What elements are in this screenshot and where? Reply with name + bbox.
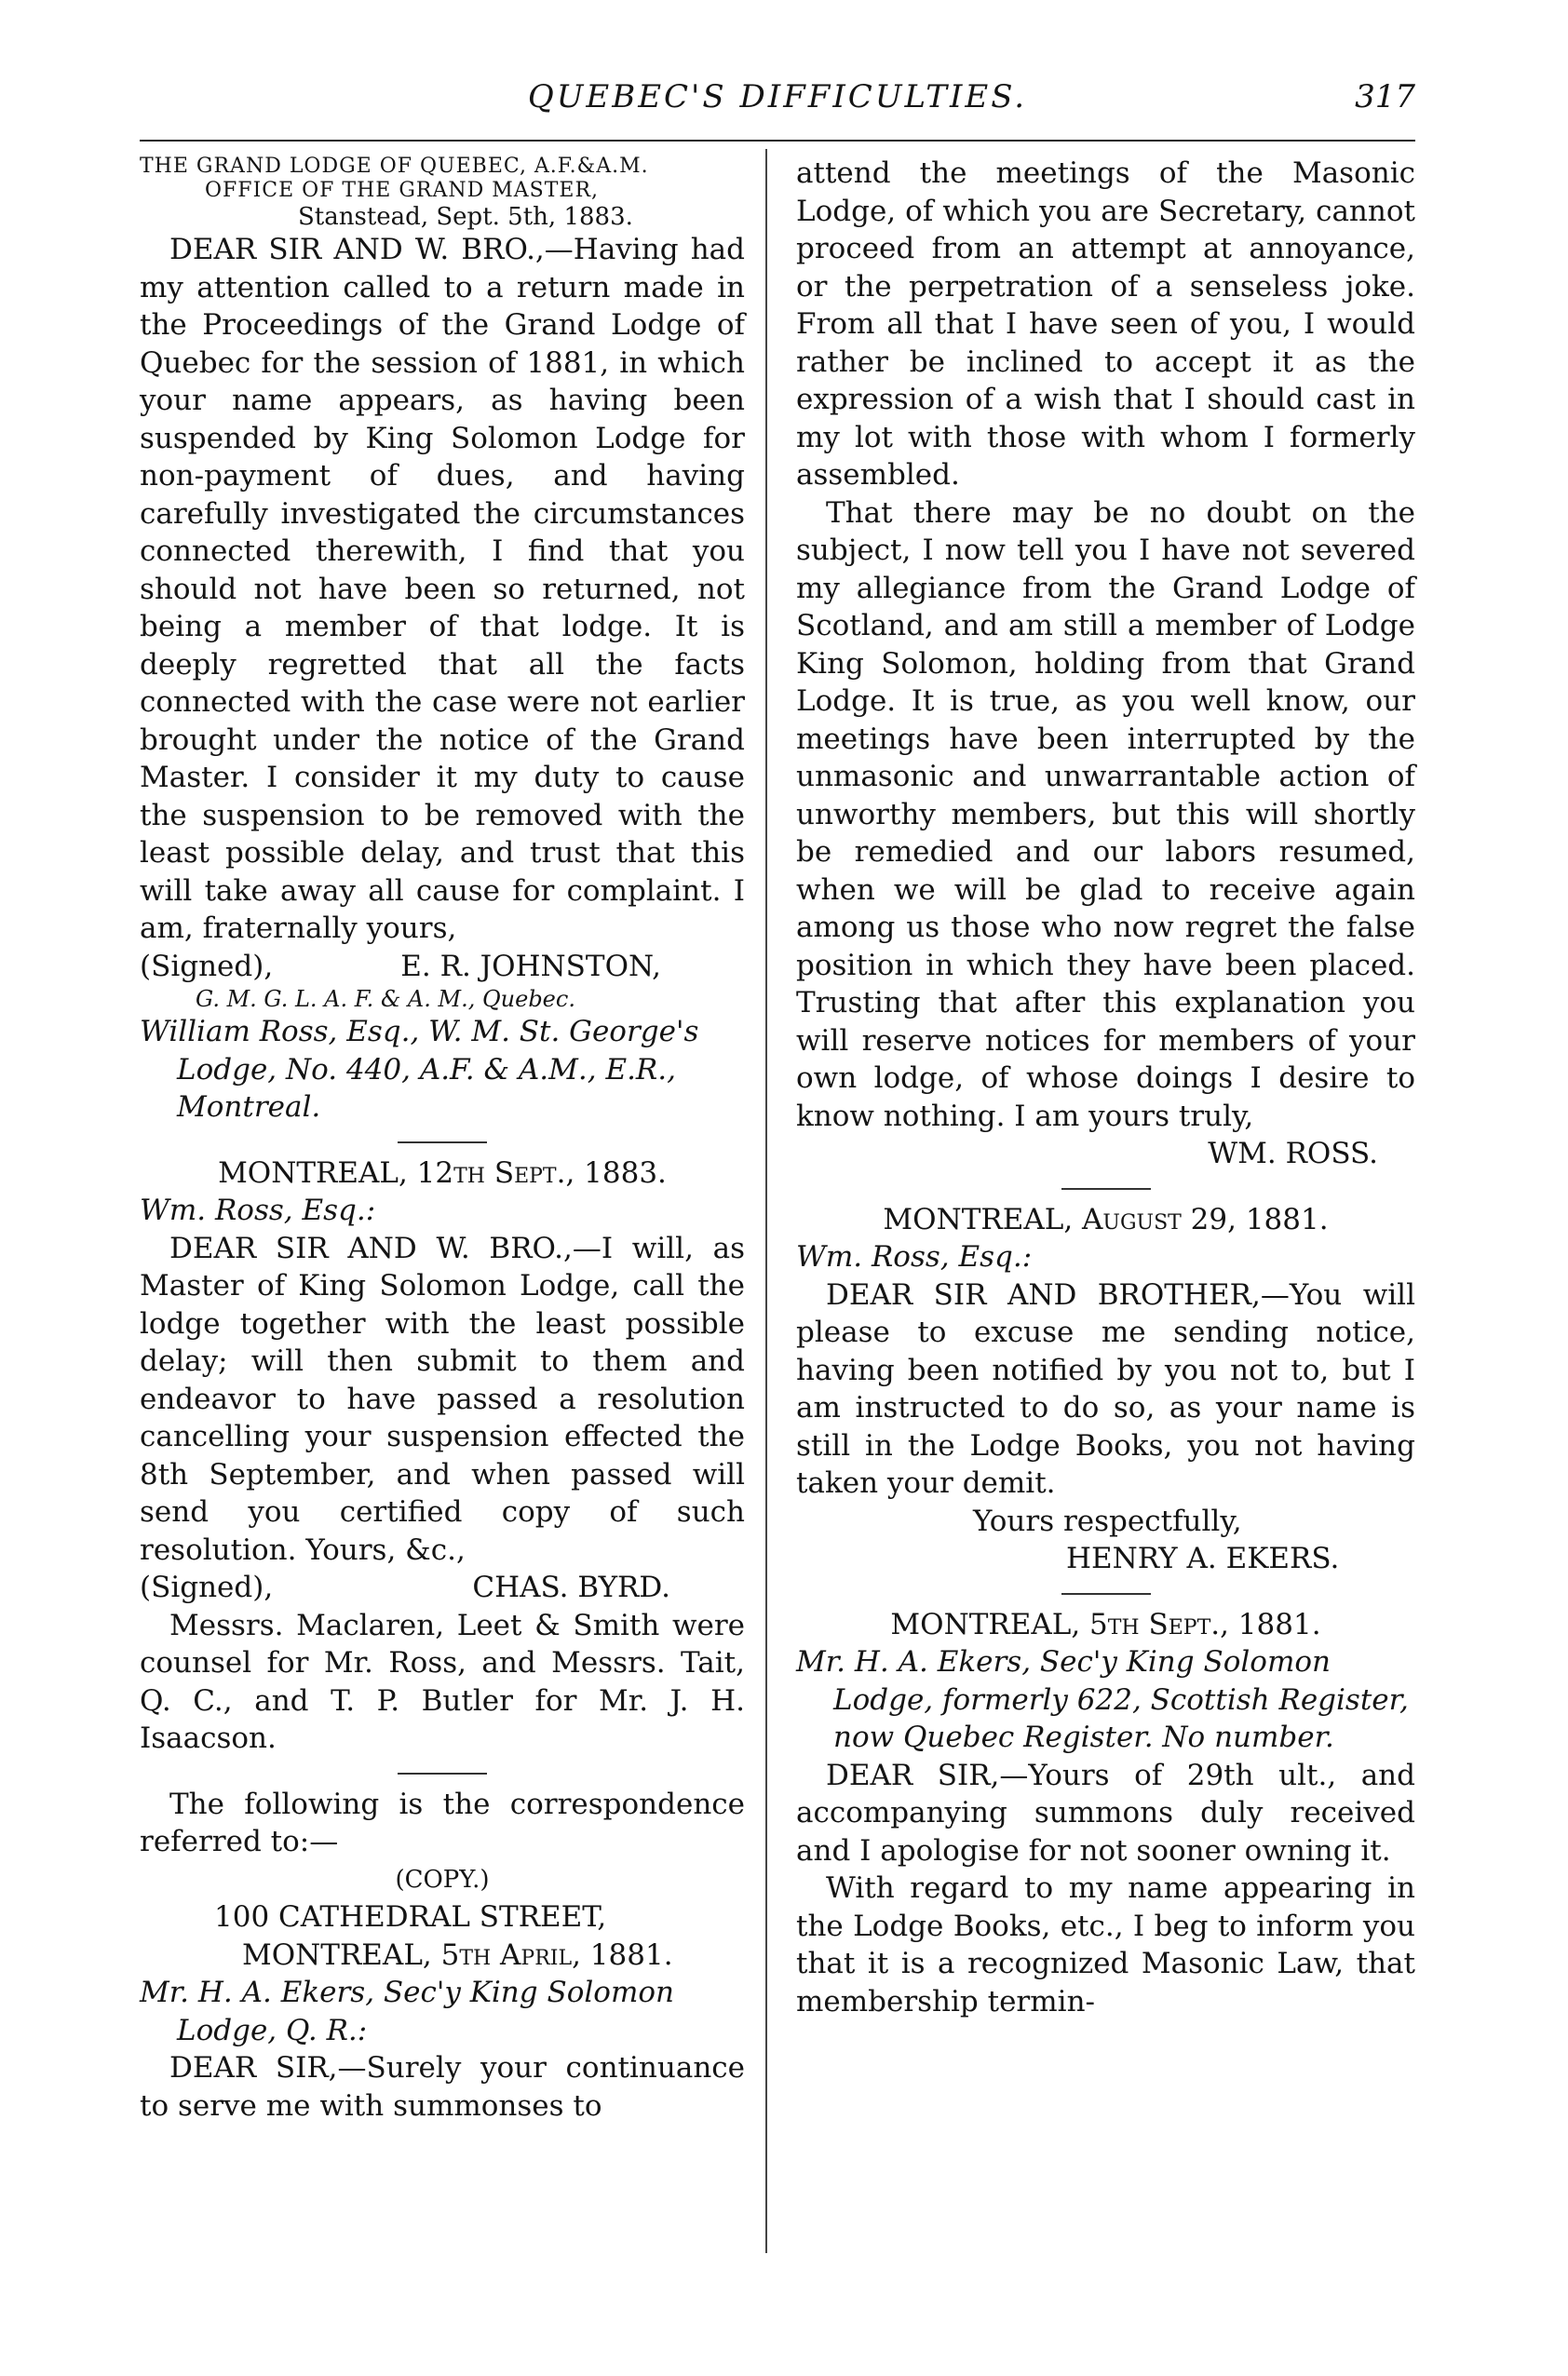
header-rule <box>140 140 1415 142</box>
salutation: DEAR SIR,— <box>826 1758 1029 1792</box>
letter-ross-copy <box>140 1786 745 2126</box>
salutation: DEAR SIR,— <box>169 2051 367 2085</box>
salutation: DEAR SIR AND BROTHER,— <box>826 1277 1290 1312</box>
letter-body <box>140 1230 745 1570</box>
address-line-1: 100 CATHEDRAL STREET, <box>214 1900 607 1934</box>
section-rule <box>398 1773 487 1775</box>
letter-body-2: That there may be no doubt on the subject, I now tell you I have not severed my allegiance from the Grand Lodge of Scotland, and am still a member of Lodge King Solomon, holding from that Grand Lodge. It is true, as you well know, our meetings have been interrupted by the unmasonic and unwarrantable action of unworthy members, but this will shortly be remedied and our labors resumed, when we will be glad to receive again among us those who now regret the false position in which they have been placed. Trusting that after this explanation you will reserve notices for members of your own lodge, of whose doings I desire to know nothing. I am yours truly, <box>796 495 1415 1133</box>
signed-label: (Signed), <box>140 1571 274 1604</box>
letter-ekers <box>796 1201 1415 1578</box>
signatory-title: G. M. G. L. A. F. & A. M., Quebec. <box>196 986 575 1012</box>
salutation: DEAR SIR AND W. BRO.,— <box>169 233 574 266</box>
dateline: MONTREAL, 5th Sept., 1881. <box>890 1607 1321 1641</box>
letter-body: attend the meetings of the Masonic Lodge, of which you are Secretary, cannot proceed from an attempt at annoyance, or the perpetration of a senseless joke. From all that I have seen of you, I would rather be inclined to accept it as the expression of a wish that I should cast in my lot with those with whom I formerly assembled. <box>796 156 1415 492</box>
addressee: Wm. Ross, Esq.: <box>140 1194 376 1227</box>
letter-body-2: With regard to my name appearing in the Lodge Books, etc., I beg to inform you that it is a recognized Masonic Law, that membership termin- <box>796 1871 1415 2018</box>
counsel-note: Messrs. Maclaren, Leet & Smith were counsel for Mr. Ross, and Messrs. Tait, Q. C., and T. P. Butler for Mr. J. H. Isaacson. <box>140 1608 745 1755</box>
column-divider <box>765 149 767 2253</box>
addressee: Mr. H. A. Ekers, Sec'y King Solomon Lodge, formerly 622, Scottish Register, now Quebec Register. No number. <box>796 1645 1409 1754</box>
signatory-name: E. R. JOHNSTON, <box>400 949 661 983</box>
body-text: Yours of 29th ult., and accompanying summons duly received and I apologise for not sooner owning it. <box>796 1758 1415 1868</box>
section-rule <box>1061 1188 1151 1190</box>
letter-ross-continued <box>796 155 1415 1173</box>
body-text: Having had my attention called to a return made in the Proceedings of the Grand Lodge of Quebec for the session of 1881, in which your name appears, as having been suspended by King Solomon Lodge for non-payment of dues, and having carefully investigated the circumstances connected therewith, I find that you should not have been so returned, not being a member of that lodge. It is deeply regretted that all the facts connected with the case were not earlier brought under the notice of the Grand Master. I consider it my duty to cause the suspension to be removed with the least possible delay, and trust that this will take away all cause for complaint. I am, fraternally yours, <box>140 233 745 945</box>
left-column <box>140 155 745 2320</box>
letter-byrd <box>140 1154 745 1758</box>
signed-label: (Signed), <box>140 949 274 983</box>
addressee: Mr. H. A. Ekers, Sec'y King Solomon Lodge, Q. R.: <box>140 1976 674 2047</box>
letter-body <box>140 231 745 948</box>
dateline: MONTREAL, August 29, 1881. <box>883 1202 1329 1236</box>
right-column <box>796 155 1415 2320</box>
closing: Yours respectfully, <box>973 1504 1242 1538</box>
body-text: You will please to excuse me sending notice, having been notified by you not to, but I am instructed to do so, as your name is still in the Lodge Books, you not having taken your demit. <box>796 1277 1415 1500</box>
copy-label: (COPY.) <box>395 1865 490 1894</box>
letter-ross-reply <box>796 1606 1415 2021</box>
correspondence-intro: The following is the correspondence referred to:— <box>140 1787 745 1858</box>
salutation: DEAR SIR AND W. BRO.,— <box>169 1231 602 1265</box>
letter-johnston <box>140 155 745 1127</box>
page-number: 317 <box>1355 78 1415 115</box>
letterhead-grand-lodge: THE GRAND LODGE OF QUEBEC, A.F.&A.M. <box>140 155 649 178</box>
body-text: I will, as Master of King Solomon Lodge, call the lodge together with the least possible delay; will then submit to them and endeavor to have passed a resolution cancelling your suspension effected the 8th September, and when passed will send you certified copy of such resolution. Yours, &c., <box>140 1231 745 1567</box>
dateline: MONTREAL, 12th Sept., 1883. <box>218 1155 667 1190</box>
section-rule <box>398 1141 487 1143</box>
letter-body <box>796 1757 1415 1870</box>
signatory-name: CHAS. BYRD. <box>472 1571 670 1604</box>
signatory-name: WM. ROSS. <box>1208 1137 1378 1170</box>
section-rule <box>1061 1593 1151 1595</box>
letter-body <box>140 2049 745 2125</box>
signature-line <box>140 948 745 986</box>
letter-body <box>796 1276 1415 1503</box>
body-text: Surely your continuance to serve me with summonses to <box>140 2051 745 2123</box>
address-line-2: MONTREAL, 5th April, 1881. <box>242 1937 673 1972</box>
addressee: Wm. Ross, Esq.: <box>796 1240 1033 1274</box>
signatory-name: HENRY A. EKERS. <box>1066 1542 1340 1575</box>
running-title: QUEBEC'S DIFFICULTIES. <box>527 78 1028 115</box>
letter-address: William Ross, Esq., W. M. St. George's Lodge, No. 440, A.F. & A.M., E.R., Montreal. <box>140 1015 699 1124</box>
page-header <box>140 73 1415 128</box>
signature-line <box>140 1569 745 1607</box>
letterhead-office: OFFICE OF THE GRAND MASTER, <box>205 179 600 202</box>
letterhead-place-date: Stanstead, Sept. 5th, 1883. <box>298 203 633 231</box>
